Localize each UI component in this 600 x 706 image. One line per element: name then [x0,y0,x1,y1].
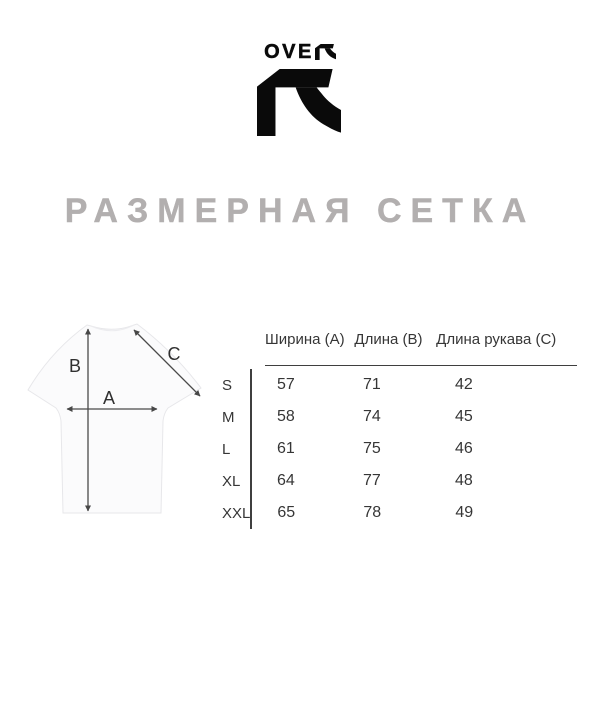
size-label: XL [222,472,241,490]
value-width: 61 [277,440,295,457]
value-sleeve: 48 [455,472,473,489]
column-header-sleeve: Длина рукава (C) [436,331,557,348]
size-chart-header [265,331,590,348]
value-length: 78 [363,504,382,521]
value-sleeve: 49 [455,504,474,521]
size-chart-table [222,331,590,529]
value-length: 75 [363,440,381,457]
value-length: 77 [363,472,381,489]
brand-arrow-icon-small [315,44,336,60]
label-A: A [102,388,116,408]
header-divider-line [265,365,577,366]
label-B: B [68,356,82,376]
size-label: S [222,376,233,394]
label-C: C [167,344,181,364]
table-row [222,433,590,465]
table-row [222,497,590,529]
size-label: L [222,440,231,458]
size-label: M [222,408,235,426]
value-width: 57 [277,376,295,393]
table-row [222,369,590,401]
value-length: 71 [363,376,381,393]
value-width: 64 [277,472,295,489]
size-chart-body [222,369,590,529]
value-sleeve: 46 [455,440,473,457]
tshirt-measurement-diagram [25,315,215,520]
brand-wordmark [0,41,600,63]
value-sleeve: 45 [455,408,473,425]
brand-wordmark-text: OVE [264,41,314,63]
size-label: XXL [222,504,251,522]
value-width: 65 [277,504,296,521]
brand-arrow-icon [257,69,341,136]
column-header-length: Длина (B) [354,331,423,348]
value-sleeve: 42 [455,376,473,393]
page-title: РАЗМЕРНАЯ СЕТКА [64,192,536,230]
value-width: 58 [277,408,295,425]
value-length: 74 [363,408,381,425]
column-header-width: Ширина (A) [265,331,345,348]
table-row [222,401,590,433]
table-row [222,465,590,497]
